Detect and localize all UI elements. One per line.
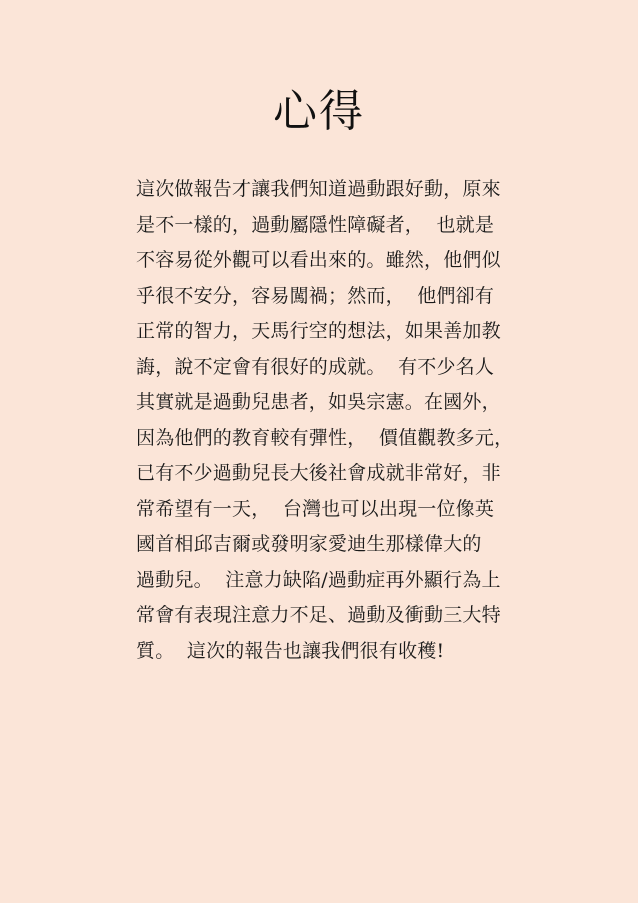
paragraph-line: 正常的智力，天馬行空的想法，如果善加教 — [136, 320, 501, 342]
paragraph-line: 國首相邱吉爾或發明家愛迪生那樣偉大的 — [136, 533, 482, 555]
paragraph-line: 是不一樣的，過動屬隱性障礙者， 也就是 — [136, 213, 495, 236]
paragraph-line: 過動兒。 注意力缺陷/過動症再外顯行為上 — [136, 568, 501, 591]
paragraph-line: 這次做報告才讓我們知道過動跟好動，原來 — [136, 178, 501, 200]
reflection-paragraph — [136, 172, 556, 669]
paragraph-line: 已有不少過動兒長大後社會成就非常好，非 — [136, 462, 501, 484]
page-title: 心得 — [273, 86, 365, 137]
paragraph-line: 質。 這次的報告也讓我們很有收穫! — [136, 639, 445, 662]
paragraph-line: 因為他們的教育較有彈性， 價值觀教多元， — [136, 426, 514, 449]
paragraph-line: 不容易從外觀可以看出來的。雖然，他們似 — [136, 249, 501, 271]
paragraph-line: 乎很不安分，容易闖禍；然而， 他們卻有 — [136, 284, 495, 307]
paragraph-line: 常會有表現注意力不足、過動及衝動三大特 — [136, 604, 501, 626]
paragraph-line: 誨，說不定會有很好的成就。 有不少名人 — [136, 355, 495, 378]
paragraph-line: 常希望有一天， 台灣也可以出現一位像英 — [136, 497, 495, 520]
paragraph-line: 其實就是過動兒患者，如吳宗憲。在國外， — [136, 391, 501, 413]
